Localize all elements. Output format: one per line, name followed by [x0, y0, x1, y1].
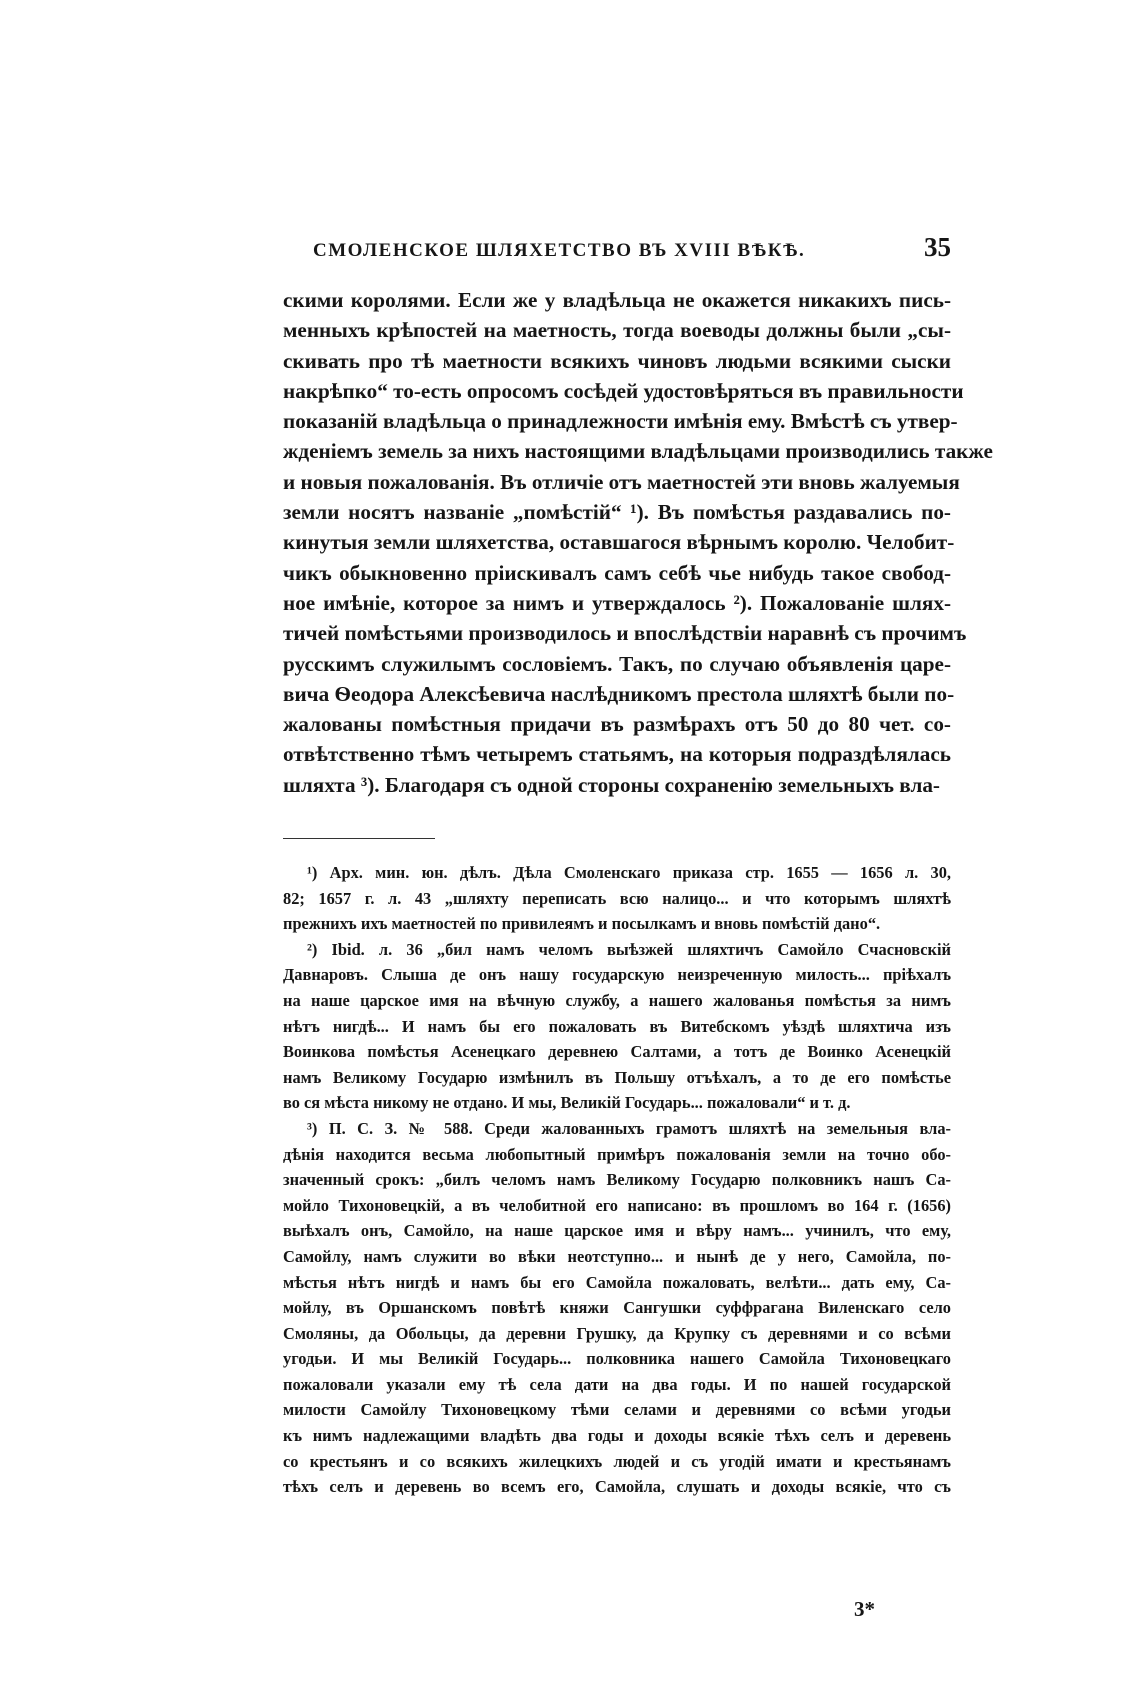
body-line: ное имѣніе, которое за нимъ и утверждалось ²). Пожалованіе шлях-	[283, 590, 951, 615]
footnote-line: ¹) Арх. мин. юн. дѣлъ. Дѣла Смоленскаго приказа стр. 1655 — 1656 л. 30,	[307, 863, 951, 882]
body-line: и новыя пожалованія. Въ отличіе отъ маетностей эти вновь жалуемыя	[283, 469, 960, 494]
page-number: 35	[924, 232, 951, 262]
body-line: отвѣтственно тѣмъ четыремъ статьямъ, на которыя подраздѣлялась	[283, 742, 951, 767]
body-line: земли носятъ названіе „помѣстій“ ¹). Въ помѣстья раздавались по-	[283, 500, 951, 525]
signature-mark: 3*	[854, 1597, 875, 1621]
body-line: русскимъ служилымъ сословіемъ. Такъ, по случаю объявленія царе-	[283, 651, 951, 676]
footnote-line: мѣстья нѣтъ нигдѣ и намъ бы его Самойла пожаловать, велѣти... дать ему, Са-	[283, 1272, 951, 1292]
footnote-line: нѣтъ нигдѣ... И намъ бы его пожаловать въ Витебскомъ уѣздѣ шляхтича изъ	[283, 1016, 951, 1036]
footnote-line: 82; 1657 г. л. 43 „шляхту переписать всю налицо... и что которымъ шляхтѣ	[283, 888, 951, 908]
footnote-line: Самойлу, намъ служити во вѣки неотступно... и нынѣ де у него, Самойла, по-	[283, 1246, 951, 1266]
body-line: чикъ обыкновенно пріискивалъ самъ себѣ чье нибудь такое свобод-	[283, 560, 951, 585]
footnote-line: мойло Тихоновецкій, а въ челобитной его написано: въ прошломъ во 164 г. (1656)	[283, 1195, 951, 1215]
body-text	[283, 285, 993, 800]
footnote-line: на наше царское имя на вѣчную службу, а нашего жалованья помѣстья за нимъ	[283, 990, 951, 1010]
footnote-line: угодьи. И мы Великій Государь... полковника нашего Самойла Тихоновецкаго	[283, 1349, 951, 1369]
footnote-line: милости Самойлу Тихоновецкому тѣми селами и деревнями со всѣми угодьи	[283, 1400, 951, 1420]
footnotes	[283, 860, 951, 1500]
footnote-line: тѣхъ селъ и деревень во всемъ его, Самойла, слушать и доходы всякіе, что съ	[283, 1477, 951, 1497]
footnote-line: ²) Ibid. л. 36 „бил намъ челомъ выѣзжей шляхтичъ Самойло Счасновскій	[307, 939, 951, 959]
body-line: менныхъ крѣпостей на маетность, тогда воеводы должны были „сы-	[283, 318, 951, 343]
footnote-line: намъ Великому Государю измѣнилъ въ Польшу отъѣхалъ, а то де его помѣстье	[283, 1067, 951, 1087]
body-line: жалованы помѣстныя придачи въ размѣрахъ отъ 50 до 80 чет. со-	[283, 712, 951, 737]
body-line: шляхта ³). Благодаря съ одной стороны сохраненію земельныхъ вла-	[283, 772, 940, 797]
body-line: скими королями. Если же у владѣльца не окажется никакихъ пись-	[283, 288, 951, 312]
footnote-line: ³) П. С. З. № 588. Среди жалованныхъ грамотъ шляхтѣ на земельныя вла-	[307, 1118, 951, 1138]
body-line: тичей помѣстьями производилось и впослѣдствіи наравнѣ съ прочимъ	[283, 621, 967, 646]
body-line: скивать про тѣ маетности всякихъ чиновъ людьми всякими сыски	[283, 348, 951, 373]
page-header	[283, 232, 951, 274]
body-line: показаній владѣльца о принадлежности имѣнія ему. Вмѣстѣ съ утвер-	[283, 409, 958, 434]
footnote-line: выѣхалъ онъ, Самойло, на наше царское имя и вѣру намъ... учинилъ, что ему,	[283, 1221, 951, 1241]
footnote-line: дѣнія находится весьма любопытный примѣръ пожалованія земли на точно обо-	[283, 1144, 951, 1164]
body-line: накрѣпко“ то-есть опросомъ сосѣдей удостовѣряться въ правильности	[283, 378, 964, 403]
footnote-divider	[283, 838, 435, 839]
footnote-line: значенный срокъ: „билъ челомъ намъ Великому Государю полковникъ нашъ Са-	[283, 1170, 951, 1190]
body-line: вича Ѳеодора Алексѣевича наслѣдникомъ престола шляхтѣ были по-	[283, 681, 955, 706]
footnote-line: прежнихъ ихъ маетностей по привилеямъ и посылкамъ и вновь помѣстій дано“.	[283, 914, 881, 934]
footnote-line: со крестьянъ и со всякихъ жилецкихъ людей и съ угодій имати и крестьянамъ	[283, 1451, 951, 1471]
footnote-line: Смоляны, да Обольцы, да деревни Грушку, да Крупку съ деревнями и со всѣми	[283, 1323, 951, 1343]
footnote-line: мойлу, въ Оршанскомъ повѣтѣ княжи Сангушки суффрагана Виленскаго село	[283, 1298, 951, 1318]
footnote-line: Воинкова помѣстья Асенецкаго деревнею Салтами, а тотъ де Воинко Асенецкій	[283, 1042, 951, 1062]
body-line: жденіемъ земель за нихъ настоящими владѣльцами производились также	[283, 439, 993, 464]
body-line: кинутыя земли шляхетства, оставшагося вѣрнымъ королю. Челобит-	[283, 530, 955, 555]
footnote-line: Давнаровъ. Слыша де онъ нашу государскую неизреченную милость... пріѣхалъ	[283, 965, 951, 985]
footnote-line: къ нимъ надлежащими владѣть два годы и доходы всякіе тѣхъ селъ и деревень	[283, 1426, 951, 1446]
footnote-line: во ся мѣста никому не отдано. И мы, Великій Государь... пожаловали“ и т. д.	[283, 1093, 851, 1113]
running-title: СМОЛЕНСКОЕ ШЛЯХЕТСТВО ВЪ XVIII ВѢКѢ.	[313, 240, 806, 261]
footnote-line: пожаловали указали ему тѣ села дати на два годы. И по нашей государской	[283, 1374, 951, 1394]
